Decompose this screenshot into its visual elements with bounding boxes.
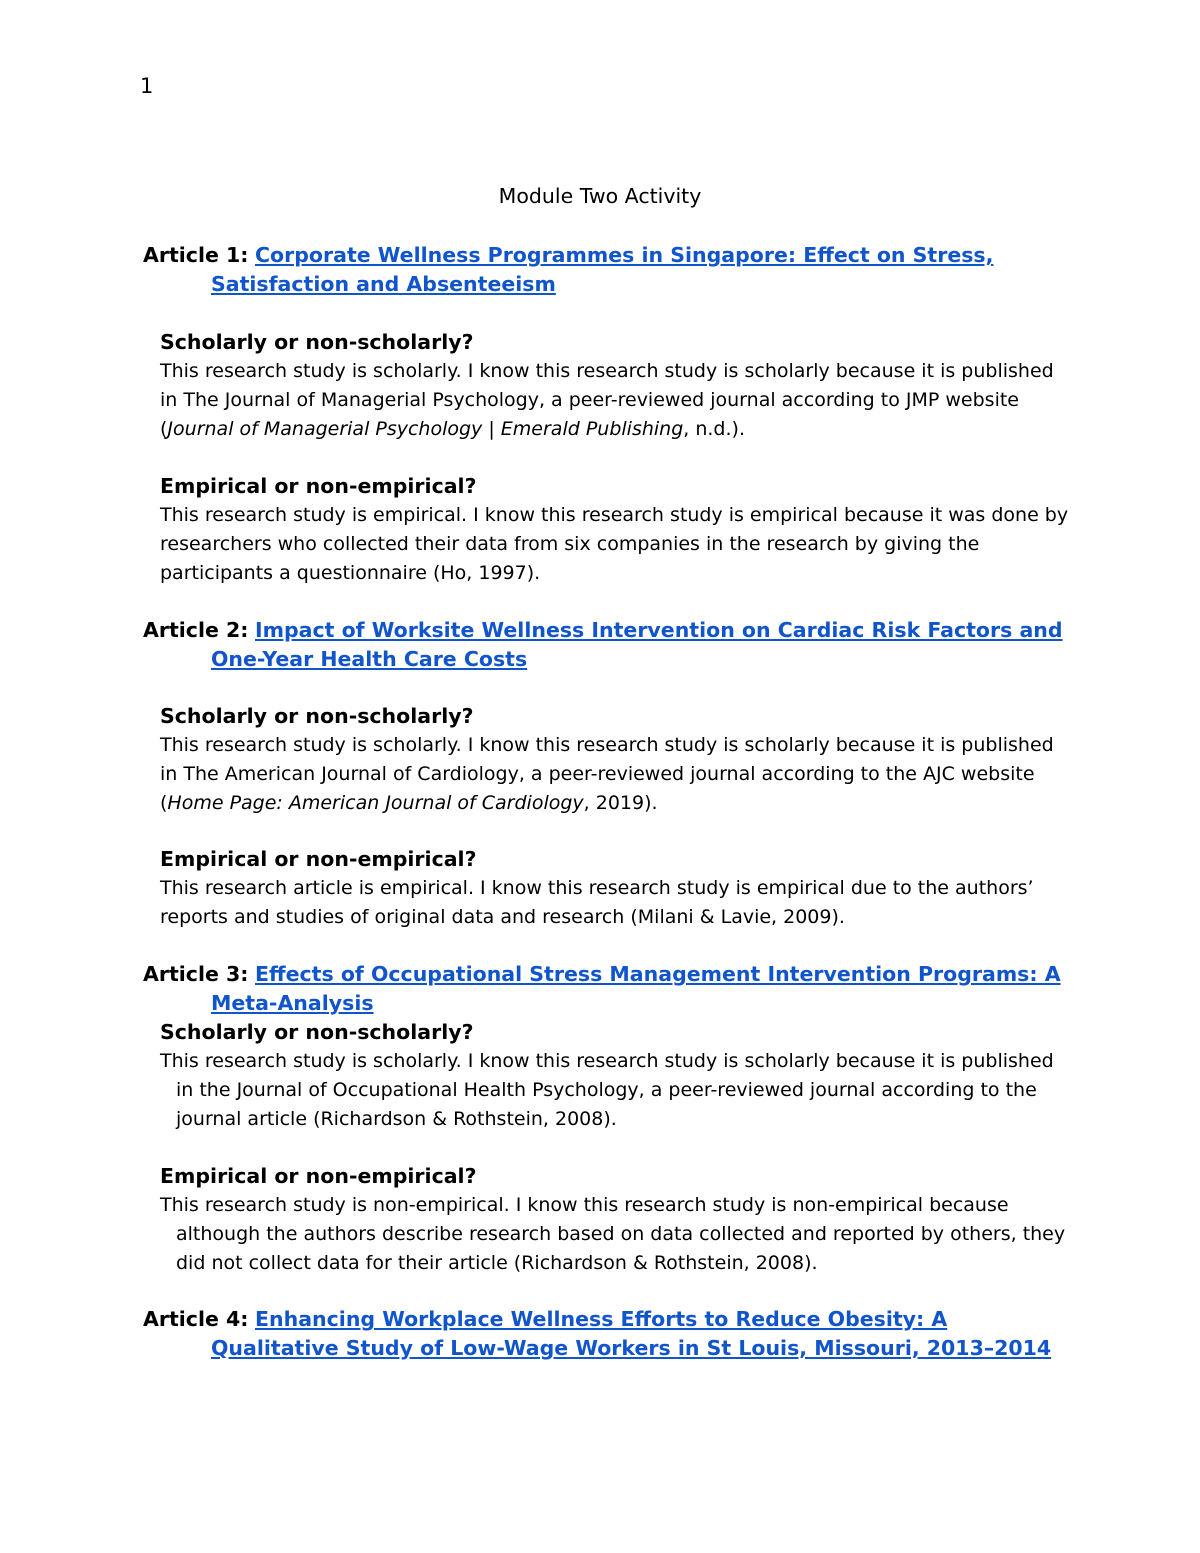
article-4-link[interactable]: Enhancing Workplace Wellness Efforts to Reduce Obesity: A Qualitative Study of Low-Wage Workers in St Louis, Missouri, 2013–2014 xyxy=(211,1307,1052,1360)
article-3-link[interactable]: Effects of Occupational Stress Management Intervention Programs: A Meta-Analysis xyxy=(211,962,1061,1015)
article-1-link[interactable]: Corporate Wellness Programmes in Singapore: Effect on Stress, Satisfaction and Absenteeism xyxy=(211,243,994,296)
article-prefix: Article 1: xyxy=(143,243,249,267)
article-prefix: Article 3: xyxy=(143,962,249,986)
empirical-body: This research article is empirical. I know this research study is empirical due to the authors’ reports and studies of original data and research (Milani & Lavie, 2009). xyxy=(160,877,1034,928)
article-1-heading xyxy=(143,241,1063,299)
scholarly-body: This research study is scholarly. I know this research study is scholarly because it is published in The Journal of Managerial Psychology, a peer-reviewed journal according to JMP website (Journal of Managerial Psychology | Emerald Publishing, n.d.). xyxy=(160,360,1054,440)
scholarly-heading: Scholarly or non-scholarly? xyxy=(160,1020,474,1044)
article-1-scholarly-section xyxy=(160,328,1070,444)
document-title: Module Two Activity xyxy=(498,184,702,208)
article-3-scholarly-section xyxy=(160,1018,1070,1134)
article-4-heading xyxy=(143,1305,1063,1363)
scholarly-body: This research study is scholarly. I know this research study is scholarly because it is published in the Journal of Occupational Health Psychology, a peer-reviewed journal according to the journal article (Richardson & Rothstein, 2008). xyxy=(160,1050,1054,1130)
scholarly-heading: Scholarly or non-scholarly? xyxy=(160,330,474,354)
empirical-body: This research study is non-empirical. I know this research study is non-empirical because although the authors describe research based on data collected and reported by others, they did not collect data for their article (Richardson & Rothstein, 2008). xyxy=(160,1194,1066,1274)
scholarly-heading: Scholarly or non-scholarly? xyxy=(160,704,474,728)
article-2-heading xyxy=(143,616,1063,674)
article-prefix: Article 2: xyxy=(143,618,249,642)
article-3-empirical-section xyxy=(160,1162,1070,1278)
article-2-empirical-section xyxy=(160,845,1070,932)
article-2-link[interactable]: Impact of Worksite Wellness Intervention on Cardiac Risk Factors and One-Year Health Care Costs xyxy=(211,618,1063,671)
article-2-scholarly-section xyxy=(160,702,1070,818)
scholarly-body: This research study is scholarly. I know this research study is scholarly because it is published in The American Journal of Cardiology, a peer-reviewed journal according to the AJC website (Home Page: American Journal of Cardiology, 2019). xyxy=(160,734,1054,814)
page-number: 1 xyxy=(140,74,154,98)
empirical-heading: Empirical or non-empirical? xyxy=(160,847,477,871)
article-3-heading xyxy=(143,960,1063,1018)
article-1-empirical-section xyxy=(160,472,1070,588)
empirical-body: This research study is empirical. I know this research study is empirical because it was done by researchers who collected their data from six companies in the research by giving the participants a questionnaire (Ho, 1997). xyxy=(160,504,1069,584)
empirical-heading: Empirical or non-empirical? xyxy=(160,474,477,498)
article-prefix: Article 4: xyxy=(143,1307,249,1331)
empirical-heading: Empirical or non-empirical? xyxy=(160,1164,477,1188)
